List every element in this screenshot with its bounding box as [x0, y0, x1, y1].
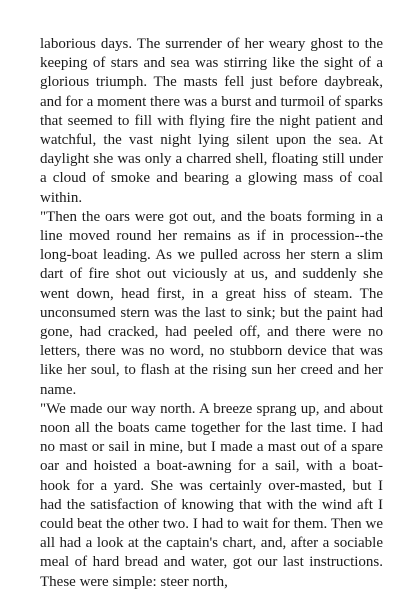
paragraph-burning-ship: laborious days. The surrender of her weary ghost to the keeping of stars and sea was stirring like the sight of a glorious triumph. The masts fell just before daybreak, and for a moment there was a burst and turmoil of sparks that seemed to fill with flying fire the night patient and watchful, the vast night lying silent upon the sea. At daylight she was only a charred shell, floating still under a cloud of smoke and bearing a glowing mass of coal within. — [40, 36, 383, 206]
book-page-text — [40, 35, 383, 592]
paragraph-boats-north: "We made our way north. A breeze sprang up, and about noon all the boats came together for the last time. I had no mast or sail in mine, but I made a mast out of a spare oar and hoisted a boat-awning for a sail, with a boat-hook for a yard. She was certainly over-masted, but I had the satisfaction of knowing that with the wind aft I could beat the other two. I had to wait for them. Then we all had a look at the captain's chart, and, after a sociable meal of hard bread and water, got our last instructions. These were simple: steer north, — [40, 400, 383, 590]
paragraph-ship-sinks: "Then the oars were got out, and the boats forming in a line moved round her remains as if in procession--the long-boat leading. As we pulled across her stern a slim dart of fire shot out viciously at us, and suddenly she went down, head first, in a great hiss of steam. The unconsumed stern was the last to sink; but the paint had gone, had cracked, had peeled off, and there were no letters, there was no word, no stubborn device that was like her soul, to flash at the rising sun her creed and her name. — [40, 208, 383, 398]
